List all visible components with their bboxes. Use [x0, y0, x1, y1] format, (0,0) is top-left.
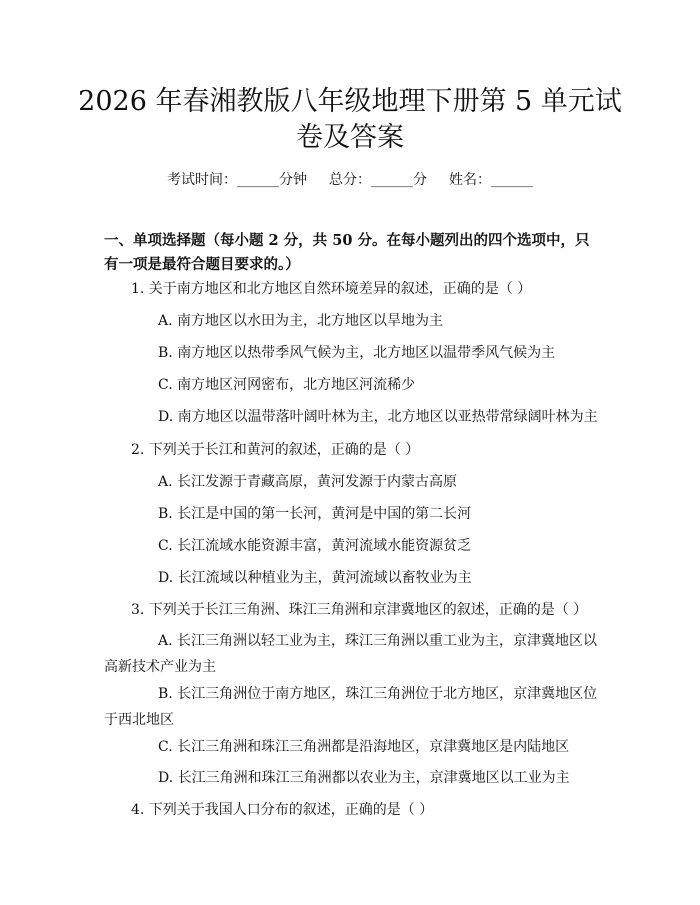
- section-heading: 一、单项选择题（每小题 2 分，共 50 分。在每小题列出的四个选项中，只有一项是最符合题目要求的。）: [104, 232, 590, 273]
- exam-time-field: 考试时间：______分钟: [167, 172, 307, 188]
- question-2-stem: 2. 下列关于长江和黄河的叙述，正确的是（ ）: [131, 442, 420, 458]
- question-2-option-a: A. 长江发源于青藏高原，黄河发源于内蒙古高原: [158, 474, 458, 490]
- question-4-stem: 4. 下列关于我国人口分布的叙述，正确的是（ ）: [131, 802, 434, 818]
- question-1-option-b: B. 南方地区以热带季风气候为主，北方地区以温带季风气候为主: [158, 345, 556, 361]
- question-1-option-d: D. 南方地区以温带落叶阔叶林为主，北方地区以亚热带常绿阔叶林为主: [158, 409, 598, 425]
- question-3-stem: 3. 下列关于长江三角洲、珠江三角洲和京津冀地区的叙述，正确的是（ ）: [131, 602, 588, 618]
- question-1-option-a: A. 南方地区以水田为主，北方地区以旱地为主: [158, 313, 444, 329]
- question-2-option-d: D. 长江流域以种植业为主，黄河流域以畜牧业为主: [158, 570, 472, 586]
- question-2-option-c: C. 长江流域水能资源丰富，黄河流域水能资源贫乏: [158, 538, 472, 554]
- question-3-option-c: C. 长江三角洲和珠江三角洲都是沿海地区，京津冀地区是内陆地区: [158, 739, 570, 755]
- question-3-option-d: D. 长江三角洲和珠江三角洲都以农业为主，京津冀地区以工业为主: [158, 770, 570, 786]
- exam-meta: [0, 170, 700, 190]
- page-title-line1: 2026 年春湘教版八年级地理下册第 5 单元试: [78, 86, 622, 117]
- question-3-option-b: B. 长江三角洲位于南方地区，珠江三角洲位于北方地区，京津冀地区位于西北地区: [104, 686, 598, 728]
- question-2-option-b: B. 长江是中国的第一长河，黄河是中国的第二长河: [158, 506, 472, 522]
- page-title-line2: 卷及答案: [296, 122, 404, 153]
- student-name-field: 姓名：______: [449, 172, 533, 188]
- question-1-option-c: C. 南方地区河网密布，北方地区河流稀少: [158, 377, 416, 393]
- question-3-option-a: A. 长江三角洲以轻工业为主，珠江三角洲以重工业为主，京津冀地区以高新技术产业为主: [104, 633, 598, 675]
- question-1-stem: 1. 关于南方地区和北方地区自然环境差异的叙述，正确的是（ ）: [131, 281, 532, 297]
- total-score-field: 总分：______分: [329, 172, 427, 188]
